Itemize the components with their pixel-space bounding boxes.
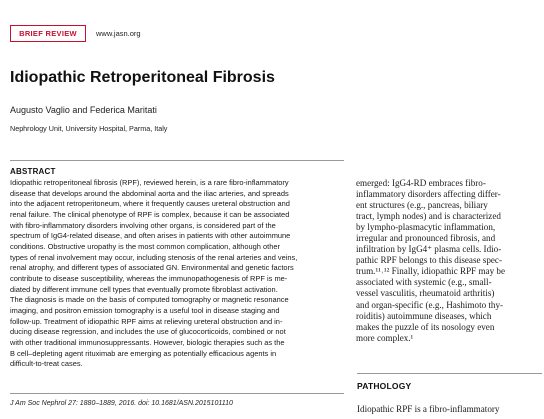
abstract-line: B cell–depleting agent rituximab are emerging as potentially efficacious agents in (10, 348, 277, 358)
abstract-line: spectrum of IgG4-related disease, and often arises in patients with other autoimmune (10, 231, 291, 241)
abstract-line: renal failure. The clinical phenotype of RPF is complex, because it can be associated (10, 209, 290, 219)
abstract-line: difficult-to-treat cases. (10, 359, 83, 369)
body-line: vessel vasculitis, rheumatoid arthritis) (356, 288, 495, 299)
body-text-column (356, 178, 542, 344)
body-line: tract, lymph nodes) and is characterized (356, 211, 501, 222)
body-line: inflammatory disorders affecting differ- (356, 189, 501, 200)
abstract-line: ducing disease regression, and includes the use of glucocorticoids, combined or not (10, 327, 286, 337)
author-affiliation: Nephrology Unit, University Hospital, Parma, Italy (10, 124, 168, 133)
abstract-heading: ABSTRACT (10, 167, 56, 176)
body-line: by lympho-plasmacytic inflammation, (356, 222, 496, 233)
abstract-line: conditions. Obstructive uropathy is the most common complication, although other (10, 241, 280, 251)
body-line: pathic RPF belongs to this disease spec- (356, 255, 502, 266)
section-rule (357, 373, 542, 374)
article-title: Idiopathic Retroperitoneal Fibrosis (10, 69, 275, 86)
journal-url[interactable]: www.jasn.org (96, 29, 141, 38)
author-list: Augusto Vaglio and Federica Maritati (10, 105, 157, 115)
body-line: irregular and pronounced fibrosis, and (356, 233, 496, 244)
citation-line: J Am Soc Nephrol 27: 1880–1889, 2016. doi: 10.1681/ASN.2015101110 (10, 400, 233, 407)
section-heading-pathology: PATHOLOGY (357, 381, 412, 391)
abstract-line: with fibro-inflammatory disorders involving other organs, is considered part of the (10, 220, 276, 230)
abstract-line: disease that develops around the abdominal aorta and the iliac arteries, and spreads (10, 188, 289, 198)
article-type-badge: BRIEF REVIEW (10, 25, 86, 42)
abstract-line: imaging, and positron emission tomography is a useful tool in disease staging and (10, 305, 280, 315)
body-line: emerged: IgG4-RD embraces fibro- (356, 178, 486, 188)
abstract-line: Idiopathic retroperitoneal fibrosis (RPF), reviewed herein, is a rare fibro-inflammatory (10, 178, 289, 187)
abstract-line: diated by different immune cell types that eventually promote fibroblast activation. (10, 284, 278, 294)
abstract-line: types of renal involvement may occur, including stenosis of the renal arteries and veins, (10, 252, 298, 262)
abstract-line: The diagnosis is made on the basis of computed tomography or magnetic resonance (10, 295, 289, 305)
body-line: trum.¹¹˒¹² Finally, idiopathic RPF may be (356, 266, 505, 277)
body-line: Idiopathic RPF is a fibro-inflammatory (357, 404, 500, 414)
abstract-line: contribute to disease susceptibility, whereas the immunopathogenesis of RPF is me- (10, 273, 288, 283)
body-line: ent structures (e.g., pancreas, biliary (356, 200, 488, 211)
body-line: more complex.¹ (356, 332, 414, 343)
abstract-bottom-rule (10, 393, 344, 394)
abstract-line: renal atrophy, and different types of associated GN. Environmental and genetic factors (10, 263, 294, 273)
abstract-line: into the adjacent retroperitoneum, where it frequently causes ureteral obstruction and (10, 199, 290, 209)
abstract-top-rule (10, 160, 344, 161)
abstract-line: with other traditional immunosuppressants. However, biologic therapies such as the (10, 337, 285, 347)
abstract-line: follow-up. Treatment of idiopathic RPF aims at relieving ureteral obstruction and in- (10, 316, 283, 326)
abstract-text (10, 178, 344, 370)
body-line: infiltration by IgG4⁺ plasma cells. Idio- (356, 244, 502, 255)
body-line: roiditis) autoimmune diseases, which (356, 310, 492, 321)
body-line: and organ-specific (e.g., Hashimoto thy- (356, 299, 504, 310)
body-line: makes the puzzle of its nosology even (356, 321, 495, 332)
body-line: associated with systemic (e.g., small- (356, 277, 492, 288)
